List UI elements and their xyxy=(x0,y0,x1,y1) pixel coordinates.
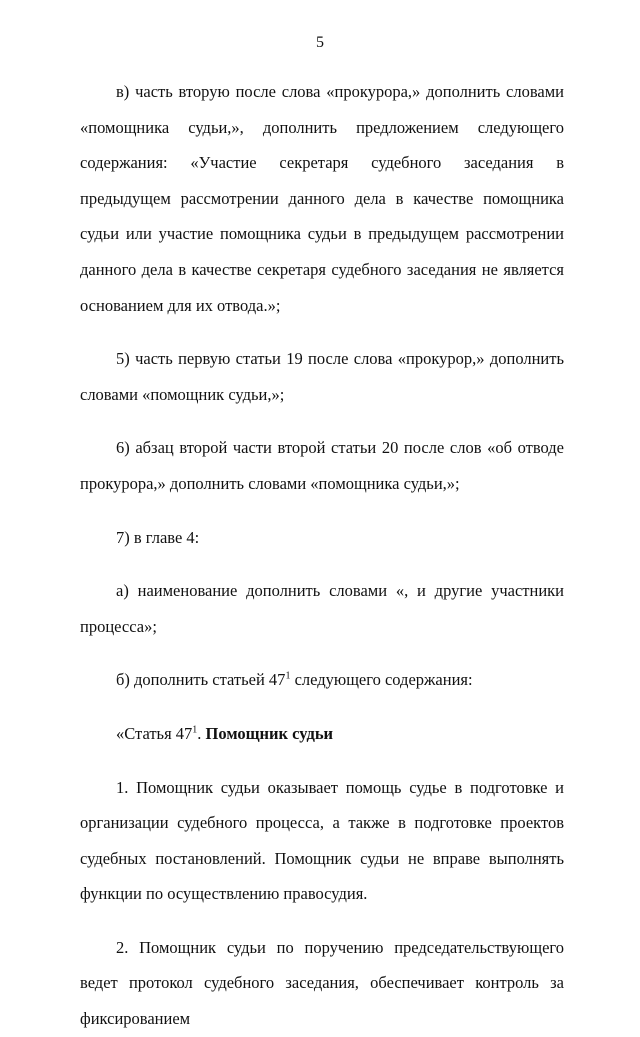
item-7b-text-end: следующего содержания: xyxy=(290,670,473,690)
paragraph-item-7b xyxy=(80,662,564,698)
paragraph-amend-part-two: в) часть вторую после слова «прокурора,» дополнить словами «помощника судьи,», дополнить предложением следующего содержания: «Участие секретаря судебного заседания в предыдущем рассмотрении данного дела в качестве помощника судьи или участие помощника судьи в предыдущем рассмотрении данного дела в качестве секретаря судебного заседания не является основанием для их отвода.»; xyxy=(80,82,564,315)
article-title: Помощник судьи xyxy=(205,723,334,743)
document-body xyxy=(80,74,564,1037)
paragraph-article-point-1: 1. Помощник судьи оказывает помощь судье в подготовке и организации судебного процесса, а также в подготовке проектов судебных постановлений. Помощник судьи не вправе выполнять функции по осуществлению правосудия. xyxy=(80,777,564,904)
paragraph-article-point-2: 2. Помощник судьи по поручению председательствующего ведет протокол судебного заседания, обеспечивает контроль за фиксированием xyxy=(80,937,564,1029)
article-heading-dot: . xyxy=(197,723,206,743)
page-number: 5 xyxy=(316,34,324,51)
article-heading xyxy=(80,716,564,752)
paragraph-item-7: 7) в главе 4: xyxy=(116,527,200,547)
article-heading-prefix: «Статья 47 xyxy=(116,723,193,743)
paragraph-item-7a: а) наименование дополнить словами «, и другие участники процесса»; xyxy=(80,581,564,636)
article-heading-superscript: 1 xyxy=(192,724,198,736)
paragraph-item-6: 6) абзац второй части второй статьи 20 после слов «об отводе прокурора,» дополнить словами «помощника судьи,»; xyxy=(80,438,564,493)
item-7b-text-start: б) дополнить статьей 47 xyxy=(116,670,286,690)
item-7b-superscript: 1 xyxy=(285,670,291,682)
paragraph-item-5: 5) часть первую статьи 19 после слова «прокурор,» дополнить словами «помощник судьи,»; xyxy=(80,349,564,404)
